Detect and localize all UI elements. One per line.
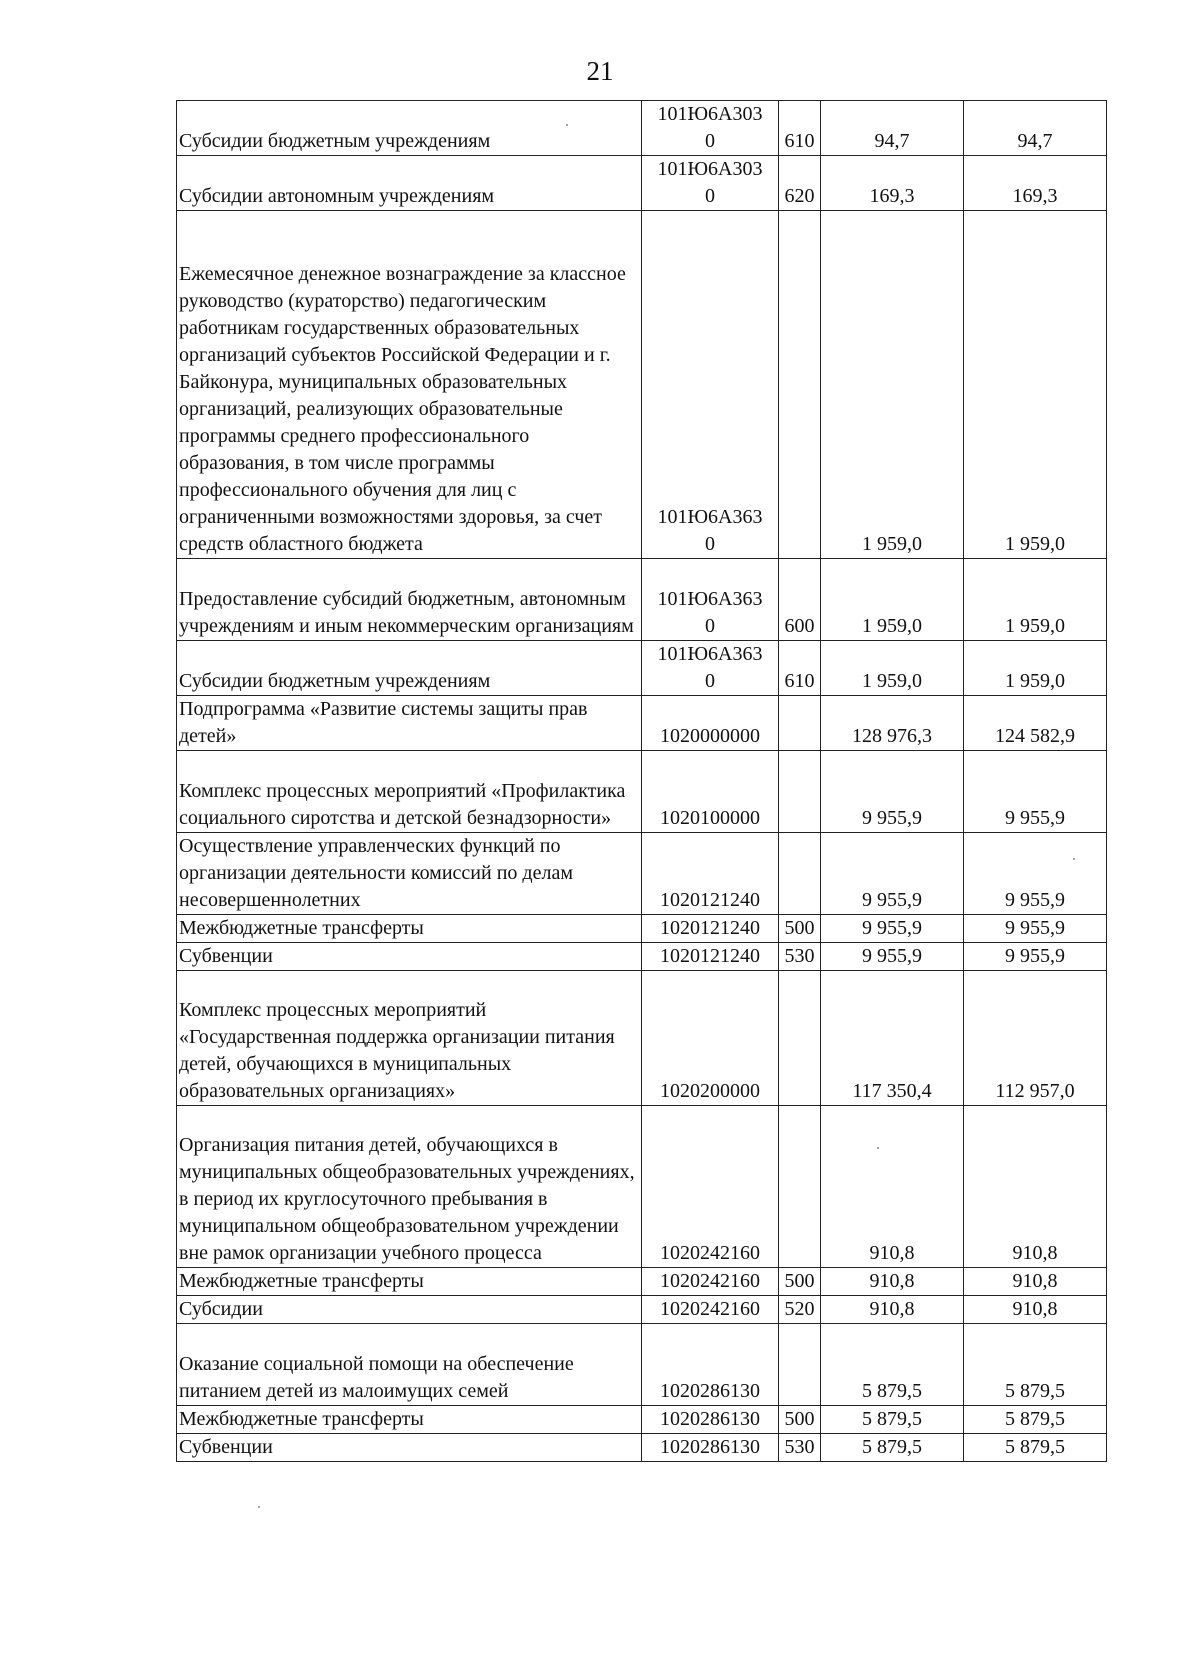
row-code: 1020286130 [642, 1324, 779, 1406]
row-code: 1020121240 [642, 915, 779, 943]
row-value-2: 1 959,0 [964, 211, 1107, 559]
row-name: Межбюджетные трансферты [177, 1406, 642, 1434]
table-row [177, 833, 1107, 915]
row-name: Субсидии бюджетным учреждениям [177, 641, 642, 696]
row-value-2: 9 955,9 [964, 833, 1107, 915]
row-value-2: 910,8 [964, 1268, 1107, 1296]
row-name: Подпрограмма «Развитие системы защиты прав детей» [177, 696, 642, 751]
row-expense-type [779, 751, 821, 833]
table-row [177, 915, 1107, 943]
row-name: Межбюджетные трансферты [177, 915, 642, 943]
row-name: Субвенции [177, 1434, 642, 1462]
table-row [177, 101, 1107, 156]
row-expense-type [779, 1324, 821, 1406]
row-expense-type [779, 971, 821, 1106]
row-value-2: 1 959,0 [964, 559, 1107, 641]
row-value-2: 112 957,0 [964, 971, 1107, 1106]
row-value-1: 128 976,3 [821, 696, 964, 751]
row-code: 1020286130 [642, 1406, 779, 1434]
row-expense-type: 500 [779, 1268, 821, 1296]
row-expense-type [779, 696, 821, 751]
table-row [177, 696, 1107, 751]
table-row [177, 971, 1107, 1106]
row-value-1: 9 955,9 [821, 751, 964, 833]
row-code: 1020242160 [642, 1296, 779, 1324]
row-expense-type [779, 833, 821, 915]
row-value-1: 9 955,9 [821, 915, 964, 943]
scan-speck [1073, 858, 1075, 860]
row-value-1: 9 955,9 [821, 943, 964, 971]
table-row [177, 1406, 1107, 1434]
row-value-2: 5 879,5 [964, 1324, 1107, 1406]
row-code: 101Ю6А363 0 [642, 641, 779, 696]
row-code: 1020242160 [642, 1106, 779, 1268]
row-expense-type: 530 [779, 943, 821, 971]
row-expense-type: 530 [779, 1434, 821, 1462]
row-value-1: 5 879,5 [821, 1406, 964, 1434]
row-expense-type: 500 [779, 915, 821, 943]
row-value-1: 9 955,9 [821, 833, 964, 915]
row-value-1: 117 350,4 [821, 971, 964, 1106]
row-name: Субсидии бюджетным учреждениям [177, 101, 642, 156]
row-value-1: 5 879,5 [821, 1434, 964, 1462]
table-row [177, 1268, 1107, 1296]
row-name: Оказание социальной помощи на обеспечение питанием детей из малоимущих семей [177, 1324, 642, 1406]
row-value-2: 910,8 [964, 1106, 1107, 1268]
row-name: Ежемесячное денежное вознаграждение за классное руководство (кураторство) педагогическим работникам государственных образовательных организаций субъектов Российской Федерации и г. Байконура, муниципальных образовательных организаций, реализующих образовательные программы среднего профессионального образования, в том числе программы профессионального обучения для лиц с ограниченными возможностями здоровья, за счет средств областного бюджета [177, 211, 642, 559]
row-value-1: 910,8 [821, 1268, 964, 1296]
row-code: 1020100000 [642, 751, 779, 833]
row-value-2: 5 879,5 [964, 1434, 1107, 1462]
row-expense-type: 620 [779, 156, 821, 211]
scan-speck [258, 1506, 260, 1508]
row-expense-type: 610 [779, 641, 821, 696]
row-code: 1020121240 [642, 943, 779, 971]
row-value-1: 910,8 [821, 1106, 964, 1268]
row-code: 1020286130 [642, 1434, 779, 1462]
row-value-2: 910,8 [964, 1296, 1107, 1324]
row-value-1: 1 959,0 [821, 559, 964, 641]
row-value-1: 5 879,5 [821, 1324, 964, 1406]
row-name: Субсидии автономным учреждениям [177, 156, 642, 211]
row-value-1: 169,3 [821, 156, 964, 211]
row-value-1: 1 959,0 [821, 211, 964, 559]
row-value-2: 9 955,9 [964, 943, 1107, 971]
row-value-1: 910,8 [821, 1296, 964, 1324]
row-code: 101Ю6А363 0 [642, 559, 779, 641]
table-row [177, 156, 1107, 211]
scan-speck [566, 124, 568, 126]
row-value-2: 9 955,9 [964, 751, 1107, 833]
row-value-2: 169,3 [964, 156, 1107, 211]
row-value-2: 1 959,0 [964, 641, 1107, 696]
table-row [177, 641, 1107, 696]
table-row [177, 1106, 1107, 1268]
scan-speck [877, 1147, 879, 1149]
row-expense-type: 600 [779, 559, 821, 641]
page-number: 21 [586, 56, 614, 86]
row-name: Субсидии [177, 1296, 642, 1324]
row-value-2: 94,7 [964, 101, 1107, 156]
row-name: Субвенции [177, 943, 642, 971]
row-value-2: 5 879,5 [964, 1406, 1107, 1434]
row-expense-type [779, 211, 821, 559]
row-code: 1020200000 [642, 971, 779, 1106]
row-code: 1020242160 [642, 1268, 779, 1296]
row-code: 101Ю6А363 0 [642, 211, 779, 559]
table-row [177, 559, 1107, 641]
table-row [177, 211, 1107, 559]
row-name: Межбюджетные трансферты [177, 1268, 642, 1296]
row-expense-type: 610 [779, 101, 821, 156]
table-row [177, 1434, 1107, 1462]
row-expense-type: 500 [779, 1406, 821, 1434]
table-row [177, 943, 1107, 971]
row-code: 101Ю6А303 0 [642, 101, 779, 156]
table-row [177, 1324, 1107, 1406]
row-value-2: 9 955,9 [964, 915, 1107, 943]
row-code: 1020000000 [642, 696, 779, 751]
row-name: Предоставление субсидий бюджетным, автономным учреждениям и иным некоммерческим организациям [177, 559, 642, 641]
row-expense-type: 520 [779, 1296, 821, 1324]
row-code: 1020121240 [642, 833, 779, 915]
row-value-1: 94,7 [821, 101, 964, 156]
row-value-1: 1 959,0 [821, 641, 964, 696]
row-value-2: 124 582,9 [964, 696, 1107, 751]
row-expense-type [779, 1106, 821, 1268]
table-row [177, 1296, 1107, 1324]
row-name: Комплекс процессных мероприятий «Профилактика социального сиротства и детской безнадзорности» [177, 751, 642, 833]
row-code: 101Ю6А303 0 [642, 156, 779, 211]
budget-table [176, 100, 1107, 1462]
row-name: Организация питания детей, обучающихся в муниципальных общеобразовательных учреждениях, в период их круглосуточного пребывания в муниципальном общеобразовательном учреждении вне рамок организации учебного процесса [177, 1106, 642, 1268]
table-row [177, 751, 1107, 833]
row-name: Комплекс процессных мероприятий «Государственная поддержка организации питания детей, обучающихся в муниципальных образовательных организациях» [177, 971, 642, 1106]
row-name: Осуществление управленческих функций по организации деятельности комиссий по делам несовершеннолетних [177, 833, 642, 915]
